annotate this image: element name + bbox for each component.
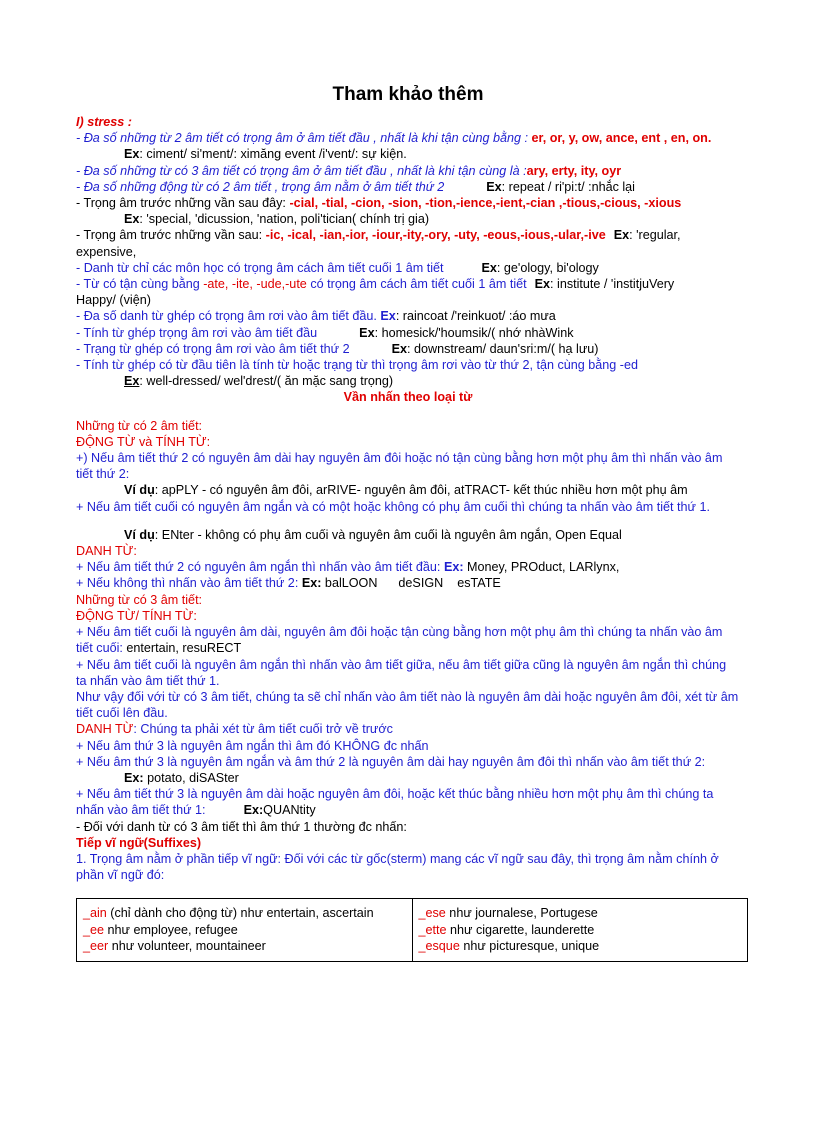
- rule-text: + Nếu âm tiết thứ 3 là nguyên âm dài hoặc nguyên âm đôi, hoặc kết thúc bằng nhiều hơn một phụ âm thì chúng ta nhấn vào âm tiết thứ 1:: [76, 787, 714, 818]
- stress-rule-9: [76, 325, 740, 341]
- two-syllable-heading: Những từ có 2 âm tiết:: [76, 418, 203, 433]
- three-syllable-p2: + Nếu âm tiết cuối là nguyên âm ngắn thì nhấn vào âm tiết giữa, nếu âm tiết giữa cũng là nguyên âm ngắn thì chúng ta nhấn vào âm tiết thứ 1.: [76, 657, 727, 688]
- suffix-column-left: [77, 899, 413, 962]
- example-label: Ex: [124, 212, 140, 227]
- example-label: Ex: [359, 325, 375, 340]
- three-syllable-example-1: [76, 770, 740, 786]
- suffix-desc: như picturesque, unique: [459, 939, 600, 954]
- list-item: [419, 922, 742, 939]
- stress-rule-5-cont: expensive,: [76, 244, 137, 259]
- example-label: Ví dụ: [124, 483, 155, 498]
- example-label: Ex: [380, 309, 396, 324]
- noun-rule: : Chúng ta phải xét từ âm tiết cuối trở về trước: [133, 722, 393, 737]
- stress-rule-2: [76, 163, 740, 179]
- example-label: Ex: [481, 260, 497, 275]
- suffix: _ette: [418, 922, 447, 937]
- example-text: : apPLY - có nguyên âm đôi, arRIVE- nguyên âm đôi, atTRACT- kết thúc nhiều hơn một phụ âm: [154, 483, 688, 498]
- three-syllable-p4: + Nếu âm thứ 3 là nguyên âm ngắn thì âm đó KHÔNG đc nhấn: [76, 738, 429, 753]
- rule-text: - Đa số danh từ ghép có trọng âm rơi vào âm tiết đầu.: [76, 309, 381, 324]
- example-text: : repeat / ri'pi:t/ :nhắc lại: [501, 179, 635, 194]
- two-syllable-p4: [76, 575, 740, 591]
- suffix-table: [76, 898, 748, 962]
- example-text: : downstream/ daun'sri:m/( hạ lưu): [407, 341, 599, 356]
- example-text: : ciment/ si'ment/: ximăng event /i'vent/: sự kiện.: [139, 147, 407, 162]
- stress-rule-7-cont: Happy/ (viện): [76, 293, 151, 308]
- two-syllable-p2: + Nếu âm tiết cuối có nguyên âm ngắn và có một hoặc không có phụ âm cuối thì chúng ta nhấn vào âm tiết thứ 1.: [76, 499, 710, 514]
- rule-text: - Tính từ ghép trọng âm rơi vào âm tiết đầu: [76, 325, 318, 340]
- suffix: _ese: [418, 906, 446, 921]
- example-text: : institute / 'institjuVery: [550, 277, 675, 292]
- three-syllable-p3: Như vậy đối với từ có 3 âm tiết, chúng ta sẽ chỉ nhấn vào âm tiết nào là nguyên âm dài hoặc nguyên âm đôi, xét từ âm tiết cuối lên đầu.: [76, 689, 739, 721]
- document-page: [76, 84, 740, 962]
- suffixes-p1: 1. Trọng âm nằm ở phần tiếp vĩ ngữ: Đối với các từ gốc(sterm) mang các vĩ ngữ sau đây, thì trọng âm nằm chính ở phần vĩ ngữ đó:: [76, 851, 719, 883]
- rule-text-2: có trọng âm cách âm tiết cuối 1 âm tiết: [306, 277, 527, 292]
- rule-endings: ary, erty, ity, oyr: [526, 163, 622, 178]
- rule-text: - Từ có tận cùng bằng: [76, 277, 204, 292]
- example-text: : ENter - không có phụ âm cuối và nguyên âm cuối là nguyên âm ngắn, Open Equal: [154, 527, 622, 542]
- stress-rule-4: [76, 195, 740, 211]
- three-syllable-noun: [76, 721, 740, 737]
- example-label: Ex: [391, 341, 408, 356]
- example-text: entertain, resuRECT: [126, 641, 242, 656]
- three-syllable-verb-adj: ĐỘNG TỪ/ TÍNH TỪ:: [76, 608, 197, 623]
- example-label: Ví dụ: [124, 527, 155, 542]
- rule-text: - Trạng từ ghép có trọng âm rơi vào âm tiết thứ 2: [76, 341, 350, 356]
- list-item: [419, 905, 742, 922]
- stress-example-11: [76, 373, 740, 389]
- suffix-desc: như journalese, Portugese: [445, 906, 598, 921]
- example-text: : ge'ology, bi'ology: [496, 260, 599, 275]
- rule-endings: -cial, -tial, -cion, -sion, -tion,-ience,-ient,-cian ,-tious,-cious, -xious: [289, 196, 682, 211]
- example-label: Ex: [124, 147, 140, 162]
- example-text: : homesick/'houmsik/( nhớ nhàWink: [374, 325, 574, 340]
- suffix-desc: như cigarette, launderette: [446, 922, 595, 937]
- example-label: Ex:: [301, 576, 322, 591]
- example-text: : 'special, 'dicussion, 'nation, poli'tician( chính trị gia): [139, 212, 430, 227]
- example-text: balLOON deSIGN esTATE: [321, 576, 501, 591]
- example-label: Ex: [534, 277, 551, 292]
- three-syllable-p7: - Đối với danh từ có 3 âm tiết thì âm thứ 1 thường đc nhấn:: [76, 819, 407, 834]
- example-text: : 'regular,: [629, 228, 681, 243]
- stress-rule-11: - Tính từ ghép có từ đầu tiên là tính từ hoặc trạng từ thì trọng âm rơi vào từ thứ 2, tận cùng bằng -ed: [76, 358, 638, 373]
- rule-endings: -ate, -ite, -ude,-ute: [203, 277, 307, 292]
- two-syllable-example-2: [76, 527, 740, 543]
- list-item: [83, 938, 406, 955]
- list-item: [83, 905, 406, 922]
- three-syllable-p1: [76, 624, 740, 656]
- suffix: _esque: [418, 939, 460, 954]
- rule-endings: -ic, -ical, -ian,-ior, -iour,-ity,-ory, -uty, -eous,-ious,-ular,-ive: [265, 228, 606, 243]
- example-text: potato, diSASter: [143, 770, 239, 785]
- example-label: Ex:: [443, 560, 464, 575]
- stress-rule-6: [76, 260, 740, 276]
- section-heading-stress-by-type: Vần nhấn theo loại từ: [343, 390, 473, 405]
- list-item: [419, 938, 742, 955]
- rule-text: - Đa số những từ có 3 âm tiết có trọng âm ở âm tiết đầu , nhất là khi tận cùng là :: [76, 163, 527, 178]
- example-label: Ex: [486, 179, 502, 194]
- stress-heading: I) stress :: [76, 115, 132, 129]
- rule-text: - Trọng âm trước những vần sau:: [76, 228, 266, 243]
- rule-text: - Đa số những từ 2 âm tiết có trọng âm ở âm tiết đầu , nhất là khi tận cùng bằng :: [76, 131, 532, 146]
- three-syllable-p6: [76, 786, 740, 818]
- suffix-column-right: [412, 899, 748, 962]
- stress-rule-1: [76, 130, 740, 146]
- suffix-desc: như volunteer, mountaineer: [108, 939, 266, 954]
- example-text: : well-dressed/ wel'drest/( ăn mặc sang trọng): [139, 374, 394, 389]
- rule-endings: er, or, y, ow, ance, ent , en, on: [531, 131, 708, 146]
- two-syllable-p3: [76, 559, 740, 575]
- two-syllable-verb-adj: ĐỘNG TỪ và TÍNH TỪ:: [76, 434, 211, 449]
- example-label: Ex:: [243, 803, 264, 818]
- suffix-desc: như employee, refugee: [104, 922, 238, 937]
- two-syllable-p1: +) Nếu âm tiết thứ 2 có nguyên âm dài hay nguyên âm đôi hoặc nó tận cùng bằng hơn một phụ âm thì nhấn vào âm tiết thứ 2:: [76, 451, 723, 482]
- rule-text: + Nếu âm tiết cuối là nguyên âm dài, nguyên âm đôi hoặc tận cùng bằng hơn một phụ âm thì chúng ta nhấn vào âm tiết cuối:: [76, 625, 723, 656]
- stress-example-4: [76, 211, 740, 227]
- noun-label: DANH TỪ: [76, 722, 134, 737]
- list-item: [83, 922, 406, 939]
- suffix-desc: (chỉ dành cho động từ) như entertain, ascertain: [106, 906, 374, 921]
- two-syllable-noun: DANH TỪ:: [76, 544, 137, 559]
- suffix: _eer: [83, 939, 109, 954]
- rule-text: + Nếu không thì nhấn vào âm tiết thứ 2:: [76, 576, 302, 591]
- suffix: _ain: [83, 906, 107, 921]
- example-label: Ex:: [124, 770, 144, 785]
- stress-rule-3: [76, 179, 740, 195]
- example-text: QUANtity: [263, 803, 316, 818]
- rule-text: + Nếu âm tiết thứ 2 có nguyên âm ngắn thì nhấn vào âm tiết đầu:: [76, 560, 444, 575]
- three-syllable-p5: + Nếu âm thứ 3 là nguyên âm ngắn và âm thứ 2 là nguyên âm dài hay nguyên âm đôi thì nhấn vào âm tiết thứ 2:: [76, 754, 706, 769]
- rule-end: .: [707, 131, 712, 146]
- suffix: _ee: [83, 922, 105, 937]
- stress-rule-5: [76, 227, 740, 243]
- suffixes-heading: Tiếp vĩ ngữ(Suffixes): [76, 835, 202, 850]
- example-label: Ex: [613, 228, 630, 243]
- stress-rule-7: [76, 276, 740, 292]
- stress-rule-10: [76, 341, 740, 357]
- rule-text: - Danh từ chỉ các môn học có trọng âm cách âm tiết cuối 1 âm tiết: [76, 260, 444, 275]
- three-syllable-heading: Những từ có 3 âm tiết:: [76, 592, 203, 607]
- stress-example-1: [76, 146, 740, 162]
- two-syllable-example-1: [76, 482, 740, 498]
- example-text: Money, PROduct, LARlynx,: [463, 560, 620, 575]
- page-title: Tham khảo thêm: [332, 84, 484, 105]
- example-text: : raincoat /'reinkuot/ :áo mưa: [395, 309, 556, 324]
- rule-text: - Đa số những động từ có 2 âm tiết , trọng âm nằm ở âm tiết thứ 2: [76, 179, 445, 194]
- example-label: Ex: [124, 374, 140, 389]
- rule-text: - Trọng âm trước những vần sau đây:: [76, 196, 290, 211]
- table-row: [77, 899, 748, 962]
- stress-rule-8: [76, 308, 740, 324]
